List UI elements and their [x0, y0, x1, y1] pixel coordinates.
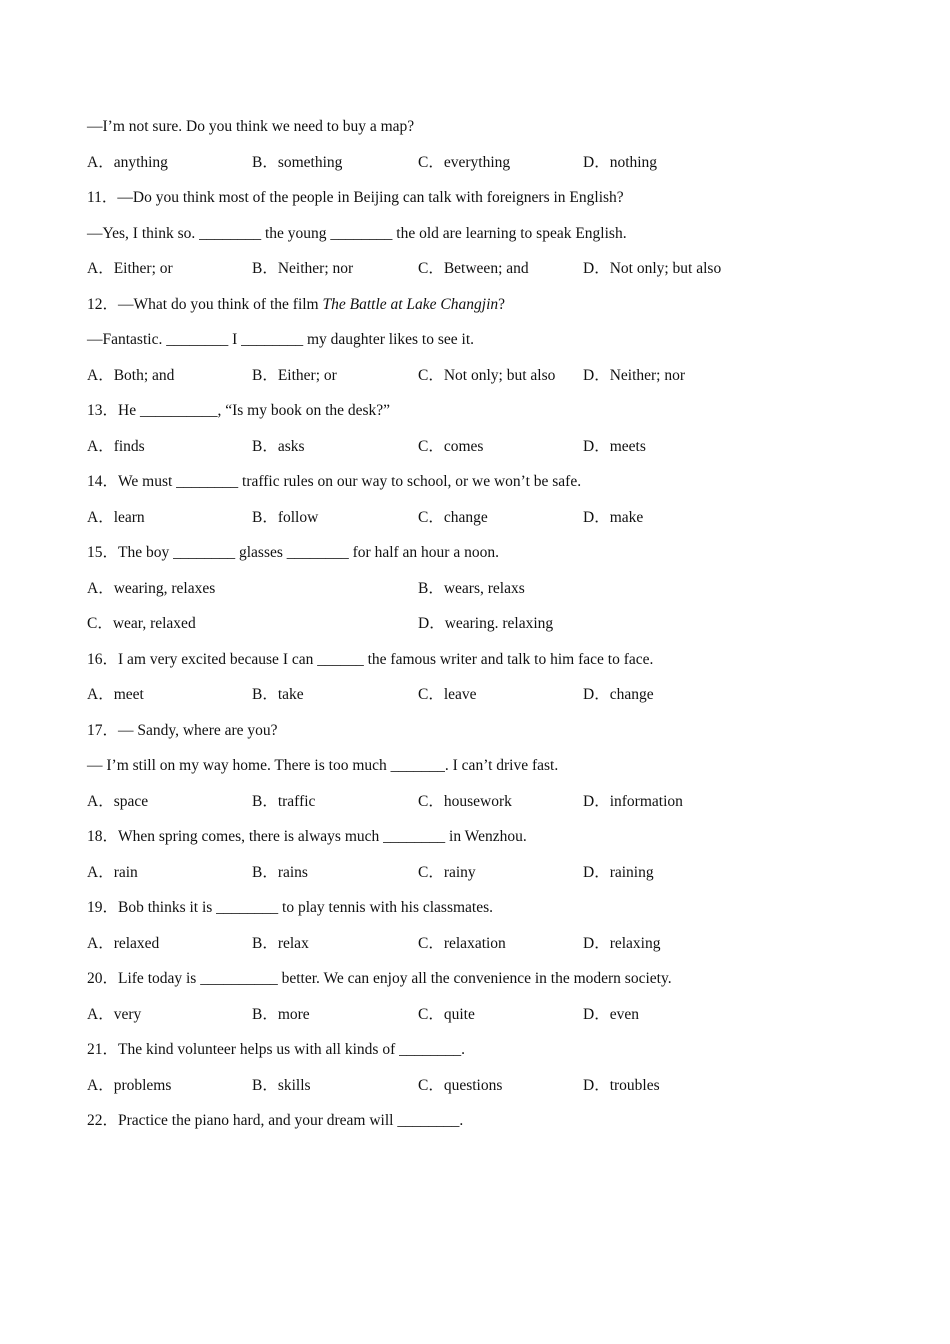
option-row [87, 259, 847, 279]
option-row [87, 1005, 847, 1025]
question-text: 11．—Do you think most of the people in Beijing can talk with foreigners in English? [87, 189, 624, 206]
answer-option: D．meets [583, 438, 646, 455]
question-text: 19．Bob thinks it is ________ to play tennis with his classmates. [87, 899, 494, 916]
film-title: The Battle at Lake Changjin [322, 296, 499, 313]
answer-option: B．asks [252, 438, 305, 455]
answer-option: A．meet [87, 686, 144, 703]
answer-option: B．take [252, 686, 304, 703]
question-text: 22．Practice the piano hard, and your dream will ________. [87, 1112, 464, 1129]
answer-option: A．problems [87, 1077, 172, 1094]
answer-option: B．relax [252, 935, 309, 952]
answer-option: C．wear, relaxed [87, 615, 196, 632]
question-text: —Yes, I think so. ________ the young ________ the old are learning to speak English. [87, 225, 627, 242]
question-text: 15．The boy ________ glasses ________ for half an hour a noon. [87, 544, 499, 561]
option-row [87, 685, 847, 705]
answer-option: B．follow [252, 509, 319, 526]
question-text: 13．He __________, “Is my book on the desk?” [87, 402, 391, 419]
answer-option: C．relaxation [418, 935, 506, 952]
question-text: —Fantastic. ________ I ________ my daughter likes to see it. [87, 331, 475, 348]
answer-option: A．Either; or [87, 260, 173, 277]
answer-option: A．finds [87, 438, 145, 455]
answer-option: C．comes [418, 438, 484, 455]
answer-option: D．change [583, 686, 654, 703]
answer-option: C．housework [418, 793, 512, 810]
question-text: 18．When spring comes, there is always much ________ in Wenzhou. [87, 828, 527, 845]
option-row [87, 437, 847, 457]
answer-option: B．more [252, 1006, 310, 1023]
answer-option: A．space [87, 793, 149, 810]
answer-option: D．raining [583, 864, 654, 881]
answer-option: A．wearing, relaxes [87, 580, 216, 597]
answer-option: A．learn [87, 509, 145, 526]
answer-option: A．anything [87, 154, 168, 171]
answer-option: C．leave [418, 686, 477, 703]
answer-option: C．everything [418, 154, 511, 171]
answer-option: C．rainy [418, 864, 476, 881]
answer-option: C．Between; and [418, 260, 529, 277]
option-row [87, 153, 847, 173]
answer-option: B．traffic [252, 793, 316, 810]
question-text: 17．— Sandy, where are you? [87, 722, 278, 739]
answer-option: A．rain [87, 864, 138, 881]
answer-option: B．skills [252, 1077, 311, 1094]
answer-option: D．relaxing [583, 935, 661, 952]
option-row [87, 579, 847, 599]
option-row [87, 366, 847, 386]
answer-option: D．wearing. relaxing [418, 615, 554, 632]
question-text: 14．We must ________ traffic rules on our way to school, or we won’t be safe. [87, 473, 582, 490]
answer-option: C．questions [418, 1077, 503, 1094]
answer-option: C．quite [418, 1006, 475, 1023]
question-text [87, 295, 505, 315]
answer-option: D．troubles [583, 1077, 660, 1094]
answer-option: D．Not only; but also [583, 260, 722, 277]
answer-option: A．very [87, 1006, 142, 1023]
answer-option: D．information [583, 793, 683, 810]
answer-option: B．rains [252, 864, 308, 881]
question-text: 16．I am very excited because I can ______ the famous writer and talk to him face to face. [87, 651, 654, 668]
answer-option: C．Not only; but also [418, 367, 556, 384]
option-row [87, 614, 847, 634]
question-text: —I’m not sure. Do you think we need to buy a map? [87, 118, 415, 135]
answer-option: D．nothing [583, 154, 658, 171]
answer-option: C．change [418, 509, 488, 526]
answer-option: B．Either; or [252, 367, 337, 384]
question-text-start: 12．—What do you think of the film [87, 296, 323, 313]
question-text-end: ? [498, 296, 506, 313]
option-row [87, 792, 847, 812]
answer-option: D．even [583, 1006, 639, 1023]
answer-option: B．something [252, 154, 343, 171]
answer-option: A．Both; and [87, 367, 175, 384]
option-row [87, 1076, 847, 1096]
option-row [87, 863, 847, 883]
question-text: 21．The kind volunteer helps us with all kinds of ________. [87, 1041, 465, 1058]
option-row [87, 508, 847, 528]
answer-option: D．make [583, 509, 644, 526]
answer-option: B．wears, relaxs [418, 580, 525, 597]
question-text: — I’m still on my way home. There is too much _______. I can’t drive fast. [87, 757, 559, 774]
answer-option: D．Neither; nor [583, 367, 686, 384]
answer-option: A．relaxed [87, 935, 160, 952]
option-row [87, 934, 847, 954]
question-text: 20．Life today is __________ better. We can enjoy all the convenience in the modern society. [87, 970, 672, 987]
answer-option: B．Neither; nor [252, 260, 354, 277]
